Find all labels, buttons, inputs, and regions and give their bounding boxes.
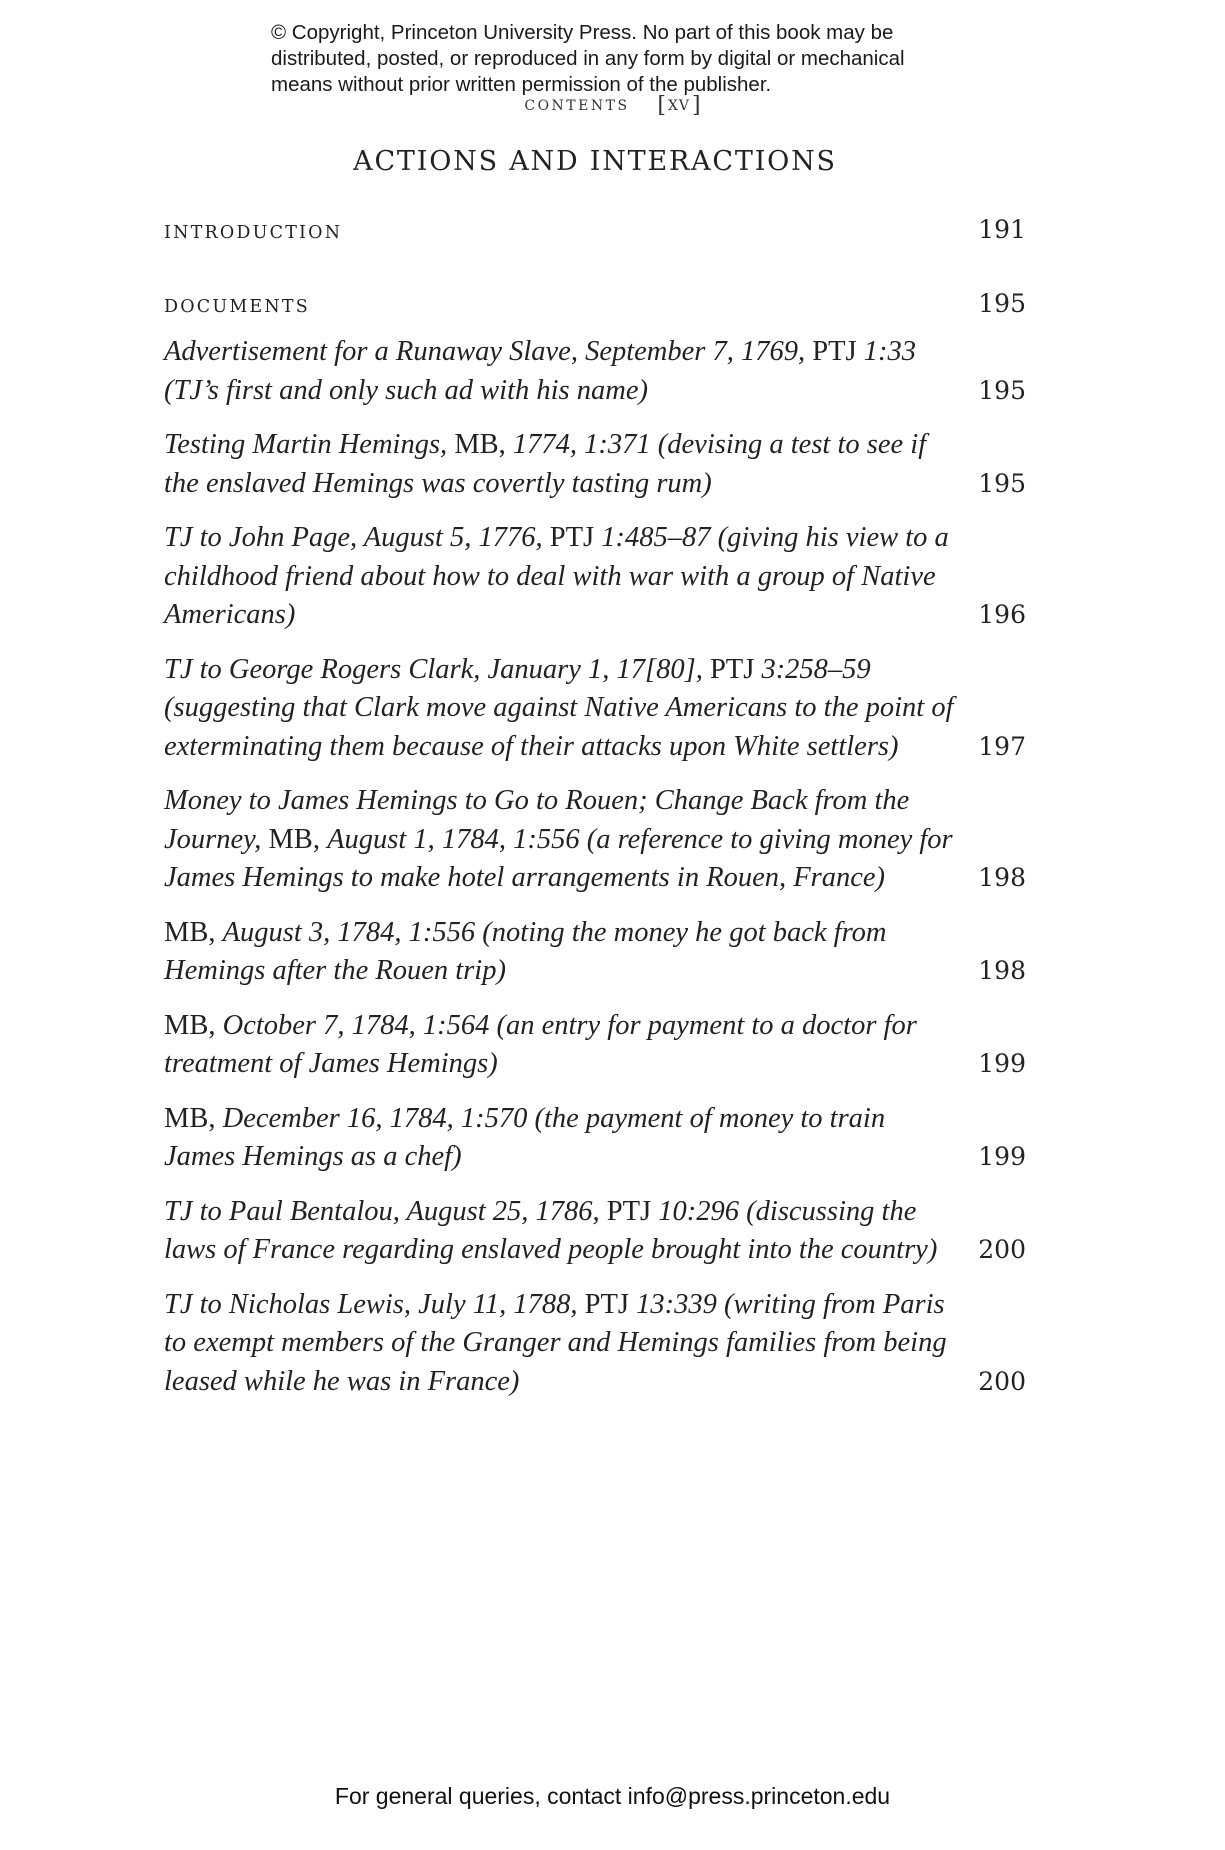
toc-section-documents[interactable] [164,289,1026,319]
entry-source: PTJ [812,336,857,367]
entry-text [164,1007,954,1084]
entry-page: 199 [978,1049,1026,1078]
toc-entry[interactable] [164,914,1026,991]
entry-source: MB, [268,823,320,855]
entry-citation: 1:33 [863,336,916,367]
entry-description: (discussing the laws of France regarding enslaved people brought into the country) [164,1195,938,1265]
copyright-line-3: means without prior written permission of the publisher. [271,73,772,96]
entry-citation: 3:258–59 [761,653,871,685]
entry-text [164,333,954,410]
entry-page: 198 [978,956,1026,985]
entry-description: (writing from Paris to exempt members of the Granger and Hemings families from being leased while he was in France) [164,1288,947,1397]
running-head-bracket-open: [ [657,93,666,118]
toc-entry[interactable] [164,426,1026,503]
part-title: ACTIONS AND INTERACTIONS [353,146,837,177]
entry-text [164,1193,954,1270]
running-head-bracket-close: ] [692,93,701,118]
section-page: 195 [978,289,1026,318]
running-head [0,93,1225,118]
toc-entry[interactable] [164,519,1026,635]
section-label: INTRODUCTION [164,223,343,243]
entry-source: MB, [454,429,506,460]
entry-text [164,426,954,503]
section-page: 191 [978,215,1026,244]
entry-citation: August 1, 1784, 1:556 [327,823,580,855]
toc-entry[interactable] [164,1100,1026,1177]
copyright-line-1: © Copyright, Princeton University Press. No part of this book may be [271,21,894,44]
entry-title: Advertisement for a Runaway Slave, September 7, 1769, [164,336,806,367]
toc-section-introduction[interactable] [164,215,1026,245]
copyright-notice [271,20,991,98]
copyright-line-2: distributed, posted, or reproduced in any form by digital or mechanical [271,47,905,70]
table-of-contents [164,215,1026,1401]
entry-description: (the payment of money to train James Hemings as a chef) [164,1102,886,1172]
entry-title: TJ to Paul Bentalou, August 25, 1786, [164,1195,600,1227]
entry-citation: December 16, 1784, 1:570 [222,1102,528,1134]
toc-entry[interactable] [164,333,1026,410]
entry-title: TJ to George Rogers Clark, January 1, 17[80], [164,653,703,685]
entry-text [164,519,954,635]
entry-page: 200 [978,1235,1026,1264]
entry-source: MB, [164,916,216,948]
entry-page: 195 [978,375,1026,405]
entry-citation: August 3, 1784, 1:556 [222,916,476,948]
entry-text [164,651,954,767]
entry-source: PTJ [549,522,595,553]
entry-source: MB, [164,1009,216,1041]
entry-title: Testing Martin Hemings, [164,429,448,460]
entry-description: (a reference to giving money for James Hemings to make hotel arrangements in Rouen, France) [164,823,953,893]
entry-citation: 13:339 [636,1288,717,1320]
toc-entry[interactable] [164,651,1026,767]
entry-page: 195 [978,468,1026,498]
entry-title: TJ to Nicholas Lewis, July 11, 1788, [164,1288,578,1320]
entry-text [164,1286,954,1402]
footer-contact: For general queries, contact info@press.princeton.edu [334,1783,891,1809]
entry-source: PTJ [584,1288,629,1320]
entry-title: Money to James Hemings to Go to Rouen; Change Back from the Journey, [164,785,910,855]
entry-description: (giving his view to a childhood friend about how to deal with war with a group of Native Americans) [164,522,949,630]
toc-entry[interactable] [164,1286,1026,1402]
entry-title: TJ to John Page, August 5, 1776, [164,522,543,553]
entry-page: 196 [978,600,1026,629]
running-head-label: CONTENTS [524,98,630,114]
entry-page: 198 [978,863,1026,892]
entry-description: (devising a test to see if the enslaved Hemings was covertly tasting rum) [164,429,927,499]
entry-description: (an entry for payment to a doctor for treatment of James Hemings) [164,1009,917,1079]
running-head-page: XV [667,98,691,114]
entry-citation: 10:296 [658,1195,740,1227]
entry-source: PTJ [606,1195,652,1227]
entry-source: PTJ [709,653,755,685]
entry-page: 197 [978,731,1026,761]
entry-description: (TJ’s first and only such ad with his name) [164,374,648,406]
section-label: DOCUMENTS [164,297,310,317]
entry-description: (noting the money he got back from Hemings after the Rouen trip) [164,916,887,986]
entry-page: 199 [978,1142,1026,1171]
toc-entry[interactable] [164,1007,1026,1084]
toc-entry[interactable] [164,782,1026,898]
entry-citation: 1774, 1:371 [512,429,651,460]
toc-entry[interactable] [164,1193,1026,1270]
entry-text [164,914,954,991]
entry-citation: 1:485–87 [601,522,711,553]
entry-page: 200 [978,1366,1026,1396]
entry-source: MB, [164,1102,216,1134]
entry-description: (suggesting that Clark move against Native Americans to the point of exterminating them because of their attacks upon White settlers) [164,692,954,762]
entry-text [164,1100,954,1177]
entry-text [164,782,954,898]
entry-citation: October 7, 1784, 1:564 [222,1009,490,1041]
